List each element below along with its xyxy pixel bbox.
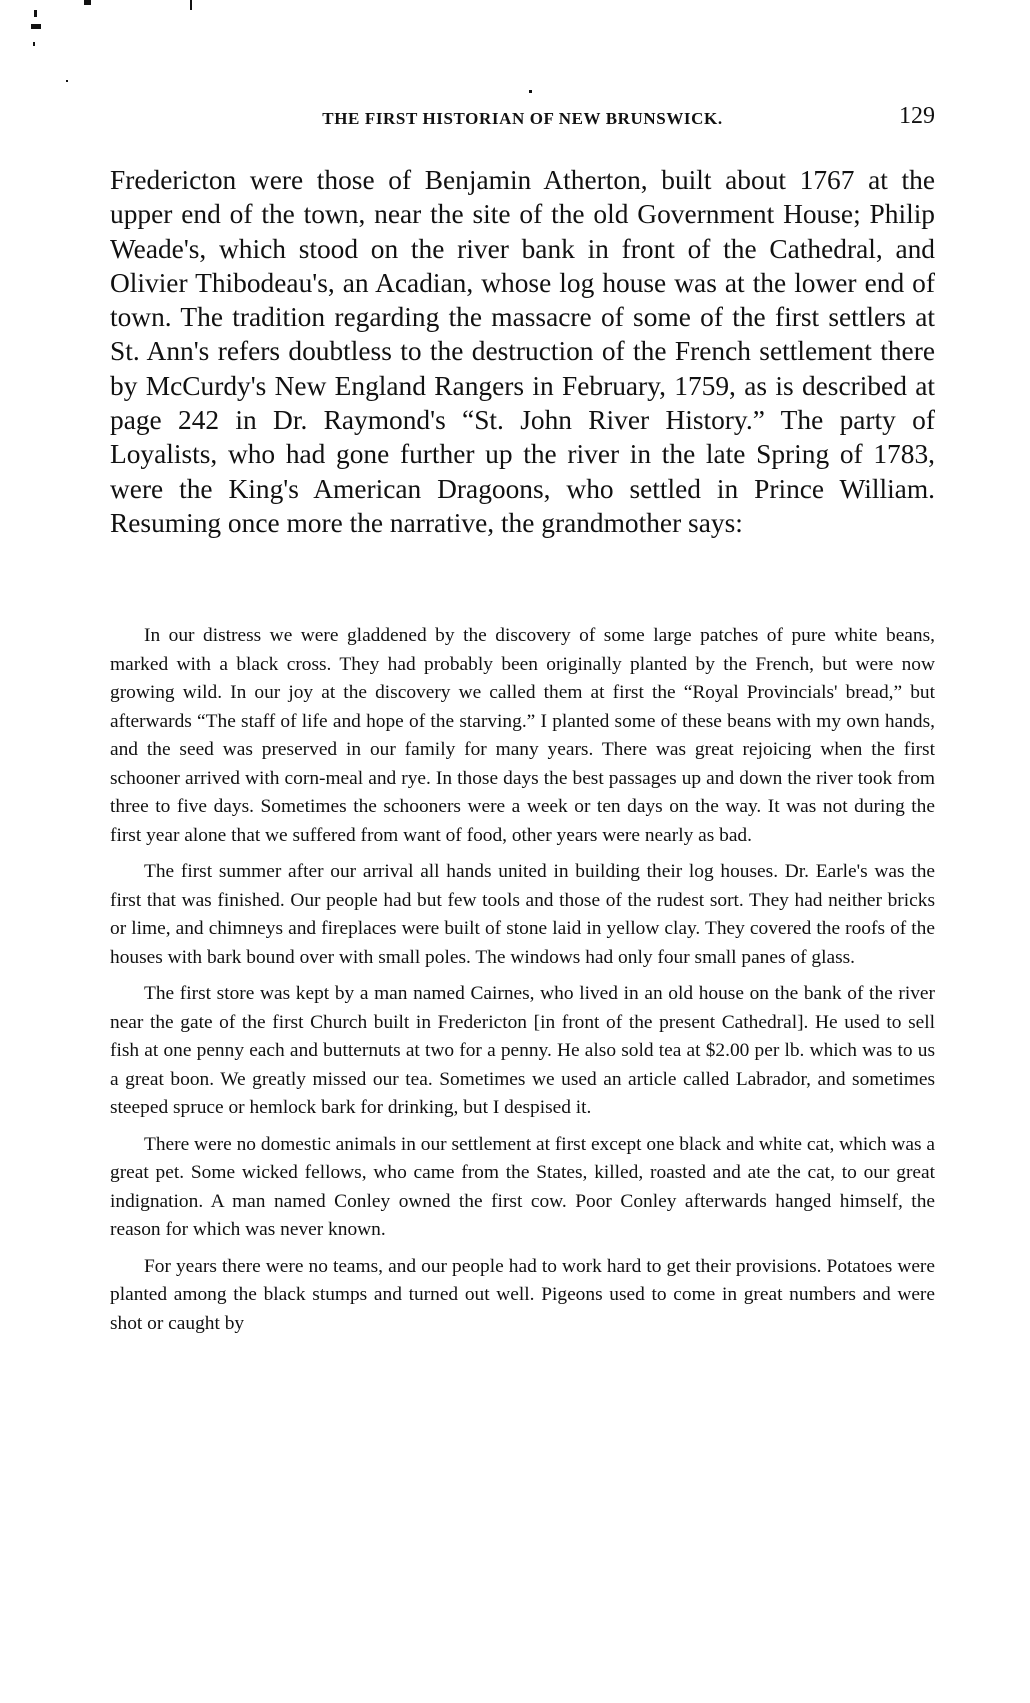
- quote-paragraph: In our distress we were gladdened by the discovery of some large patches of pure white beans, marked with a black cross. They had probably been originally planted by the French, but were now growing wild. In our joy at the discovery we called them at first the “Royal Provincials' bread,” but afterwards “The staff of life and hope of the starving.” I planted some of these beans with my own hands, and the seed was preserved in our family for many years. There was great rejoicing when the first schooner arrived with corn-meal and rye. In those days the best passages up and down the river took from three to five days. Sometimes the schooners were a week or ten days on the way. It was not during the first year alone that we suffered from want of food, other years were nearly as bad.: [110, 625, 935, 846]
- scan-artifact: [190, 0, 192, 10]
- scan-artifact: [66, 80, 68, 82]
- scan-artifact: [31, 24, 41, 29]
- scan-artifact: [529, 90, 532, 93]
- quote-paragraph: There were no domestic animals in our settlement at first except one black and white cat, which was a great pet. Some wicked fellows, who came from the States, killed, roasted and ate the cat, to our great indignation. A man named Conley owned the first cow. Poor Conley afterwards hanged himself, the reason for which was never known.: [110, 1133, 935, 1240]
- running-head: [110, 103, 935, 137]
- body-paragraph: Fredericton were those of Benjamin Atherton, built about 1767 at the upper end of the town, near the site of the old Government House; Philip Weade's, which stood on the river bank in front of the Cathedral, and Olivier Thibodeau's, an Acadian, whose log house was at the lower end of town. The tradition regarding the massacre of some of the first settlers at St. Ann's refers doubtless to the destruction of the French settlement there by McCurdy's New England Rangers in February, 1759, as is described at page 242 in Dr. Raymond's “St. John River History.” The party of Loyalists, who had gone further up the river in the late Spring of 1783, were the King's American Dragoons, who settled in Prince William. Resuming once more the narrative, the grandmother says:: [110, 165, 935, 538]
- quote-paragraph: The first summer after our arrival all hands united in building their log houses. Dr. Earle's was the first that was finished. Our people had but few tools and those of the rudest sort. They had neither bricks or lime, and chimneys and fireplaces were built of stone laid in yellow clay. They covered the roofs of the houses with bark bound over with small poles. The windows had only four small panes of glass.: [110, 861, 935, 968]
- block-quote: [110, 622, 935, 1346]
- page-number: 129: [899, 103, 935, 129]
- scan-artifact: [84, 0, 91, 5]
- scan-artifact: [33, 42, 35, 46]
- quote-paragraph: The first store was kept by a man named Cairnes, who lived in an old house on the bank of the river near the gate of the first Church built in Fredericton [in front of the present Cathedral]. He used to sell fish at one penny each and butternuts at two for a penny. He also sold tea at $2.00 per lb. which was to us a great boon. We greatly missed our tea. Sometimes we used an article called Labrador, and sometimes steeped spruce or hemlock bark for drinking, but I despised it.: [110, 983, 935, 1118]
- running-title: THE FIRST HISTORIAN OF NEW BRUNSWICK.: [322, 109, 723, 128]
- scan-artifact: [34, 10, 37, 17]
- quote-paragraph: For years there were no teams, and our people had to work hard to get their provisions. Potatoes were planted among the black stumps and turned out well. Pigeons used to come in great numbers and were shot or caught by: [110, 1255, 935, 1334]
